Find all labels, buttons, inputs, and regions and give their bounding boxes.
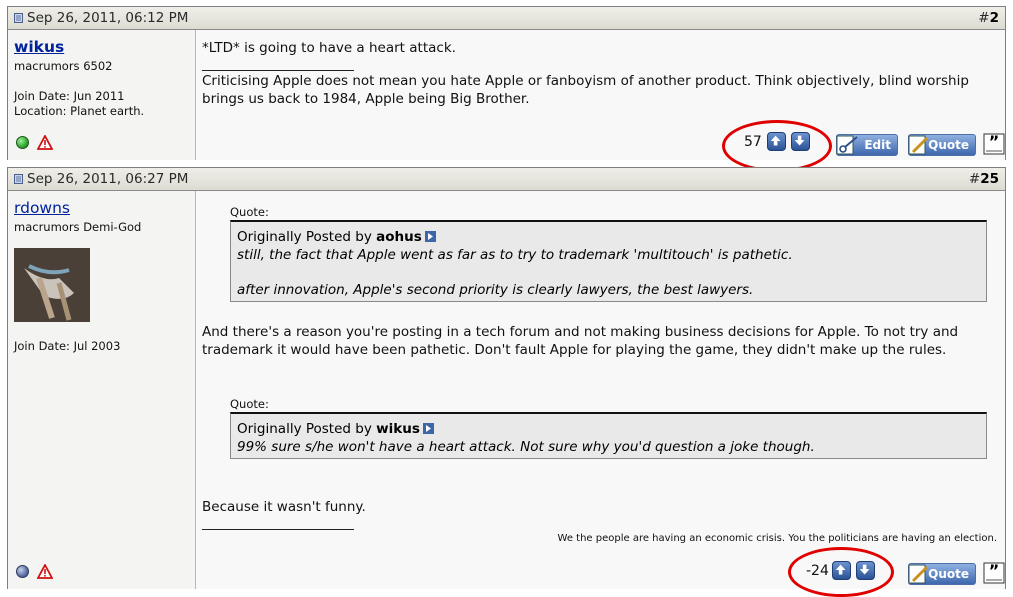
quote-line-text: 99% sure s/he won't have a heart attack. Not sure why you'd question a joke though.: [237, 439, 815, 455]
quote-button[interactable]: [908, 134, 976, 156]
post-date: [14, 171, 188, 187]
post-number-prefix: #: [978, 10, 990, 26]
post-number-value[interactable]: 25: [980, 171, 999, 187]
quote-line-text: after innovation, Apple's second priority is clearly lawyers, the best lawyers.: [237, 282, 754, 298]
post-content: [196, 30, 1005, 160]
username-link[interactable]: wikus: [14, 38, 65, 56]
post-content: [196, 191, 1005, 589]
user-info-panel: [8, 191, 196, 589]
multiquote-icon[interactable]: [983, 132, 1007, 156]
quote-pencil-icon: [907, 562, 933, 586]
quote-line: [237, 281, 980, 299]
user-join-date: Join Date: Jun 2011: [14, 89, 125, 103]
svg-text:”: ”: [988, 561, 1000, 580]
quote-label: Quote:: [230, 397, 269, 411]
signature-divider: [202, 70, 354, 71]
post-number-value[interactable]: 2: [989, 10, 999, 26]
quote-button-label: Quote: [928, 567, 969, 581]
quote-author: wikus: [376, 421, 420, 437]
quote-line: [237, 246, 980, 264]
avatar: [14, 248, 90, 322]
arrow-right-icon[interactable]: [425, 231, 436, 242]
quote-attribution-prefix: Originally Posted by: [237, 229, 372, 245]
post-2: [7, 6, 1006, 160]
user-rank: macrumors 6502: [14, 59, 113, 73]
document-icon: [14, 174, 23, 184]
post-message: *LTD* is going to have a heart attack.: [202, 40, 456, 56]
arrow-right-icon[interactable]: [423, 423, 434, 434]
quote-attribution: [237, 228, 980, 246]
quote-label: Quote:: [230, 205, 269, 219]
user-join-date: Join Date: Jul 2003: [14, 339, 121, 353]
document-icon: [14, 13, 23, 23]
highlight-ellipse: [788, 547, 894, 597]
post-date: [14, 10, 188, 26]
user-rank: macrumors Demi-God: [14, 220, 142, 234]
online-status-icon: [16, 136, 29, 149]
post-number[interactable]: [969, 171, 999, 187]
quote-author: aohus: [376, 229, 422, 245]
vote-count: 57: [744, 134, 762, 150]
highlight-ellipse: [722, 120, 832, 172]
quote-box: [230, 220, 987, 302]
multiquote-icon[interactable]: [983, 561, 1007, 585]
quote-attribution-prefix: Originally Posted by: [237, 421, 372, 437]
warning-triangle-icon[interactable]: [37, 564, 53, 579]
post-number-prefix: #: [968, 171, 981, 187]
post-date-text: Sep 26, 2011, 06:27 PM: [27, 171, 189, 187]
quote-button-label: Quote: [928, 138, 969, 152]
quote-box: [230, 412, 987, 459]
post-25: [7, 167, 1006, 589]
edit-button-label: Edit: [864, 138, 891, 152]
quote-attribution: [237, 420, 980, 438]
signature-text: We the people are having an economic crisis. You the politicians are having an election.: [557, 533, 997, 544]
warning-triangle-icon[interactable]: [37, 135, 53, 150]
svg-text:”: ”: [988, 132, 1000, 151]
quote-line: [237, 438, 980, 456]
post-date-text: Sep 26, 2011, 06:12 PM: [27, 10, 189, 26]
reply-text: Because it wasn't funny.: [202, 499, 366, 515]
avatar-image: [14, 248, 90, 322]
quote-pencil-icon: [907, 133, 933, 157]
signature-text: Criticising Apple does not mean you hate Apple or fanboyism of another product. Think objectively, blind worship brings us back to 1984, Apple being Big Brother.: [202, 73, 969, 107]
post-number[interactable]: [978, 10, 999, 26]
user-location: Location: Planet earth.: [14, 104, 145, 118]
reply-text: And there's a reason you're posting in a tech forum and not making business decisions for Apple. To not try and trademark it would have been pathetic. Don't fault Apple for playing the game, they didn't make up the rules.: [202, 324, 959, 358]
quote-line-text: still, the fact that Apple went as far as to try to trademark 'multitouch' is pathetic.: [237, 247, 793, 263]
post-header: [8, 7, 1005, 30]
username-link[interactable]: rdowns: [14, 199, 70, 217]
signature-divider: [202, 529, 354, 530]
vote-count: -24: [806, 563, 829, 579]
scissors-icon: [835, 133, 861, 157]
edit-button[interactable]: [836, 134, 898, 156]
quote-button[interactable]: [908, 563, 976, 585]
user-info-panel: [8, 30, 196, 160]
post-header: [8, 168, 1005, 191]
offline-status-icon: [16, 565, 29, 578]
